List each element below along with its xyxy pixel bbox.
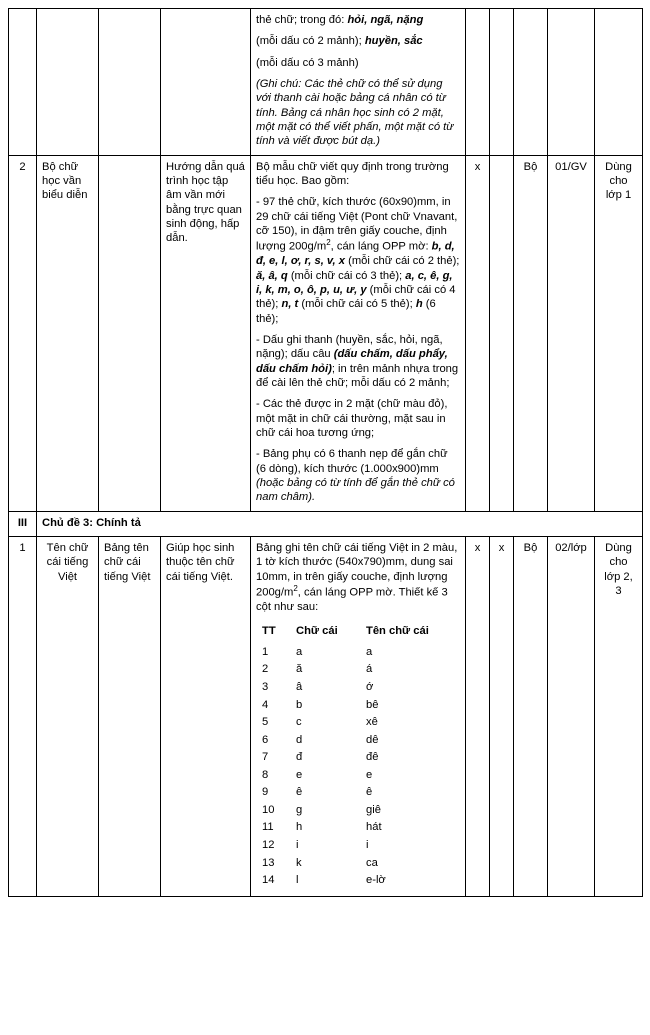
letters-cell-name: giê xyxy=(366,803,381,816)
letters-cell-tt: 4 xyxy=(262,698,269,711)
letters-cell-tt: 11 xyxy=(262,821,274,834)
letters-cell-tt: 8 xyxy=(262,768,269,781)
letters-cell-char: a xyxy=(296,645,303,658)
letters-cell-tt: 6 xyxy=(262,733,269,746)
letters-cell-tt: 13 xyxy=(262,856,275,869)
cell-mark-1: x xyxy=(466,536,490,896)
letters-row xyxy=(256,784,460,802)
letters-cell-char: k xyxy=(296,856,302,869)
letters-cell-tt: 5 xyxy=(262,716,269,729)
letters-table xyxy=(256,623,460,889)
letters-cell-char: i xyxy=(296,839,299,852)
letters-cell-name: xê xyxy=(366,716,378,729)
letters-row xyxy=(256,837,460,855)
letters-cell-name: e-lờ xyxy=(366,874,386,887)
letters-cell-tt: 14 xyxy=(262,874,275,887)
letters-cell-char: l xyxy=(296,874,299,887)
desc-paragraph: - Bảng phụ có 6 thanh nẹp để gắn chữ (6 dòng), kích thước (1.000x900)mm (hoặc bảng có từ tính để gắn thẻ chữ có nam châm). xyxy=(256,448,455,504)
letters-cell-name: bê xyxy=(366,698,379,711)
cell-description xyxy=(251,155,466,511)
letters-row xyxy=(256,697,460,715)
cell-section-number: III xyxy=(9,511,37,536)
table-row xyxy=(9,155,643,511)
table-row xyxy=(9,536,643,896)
desc-paragraph: - 97 thẻ chữ, kích thước (60x90)mm, in 29 chữ cái tiếng Việt (Pont chữ Vnavant, cỡ 150), in đậm trên giấy couche, định lượng $200g/m^2$, cán láng OPP mờ: b, d, đ, e, l, ơ, r, s, v, x (mỗi chữ cái có 2 thẻ); ă, â, q (mỗi chữ cái có 3 thẻ); a, c, ê, g, i, k, m, o, ô, p, u, ư, y (mỗi chữ cái có 4 thẻ); n, t (mỗi chữ cái có 5 thẻ); h (6 thẻ); xyxy=(256,196,460,325)
cell-section-title: Chủ đề 3: Chính tả xyxy=(37,511,643,536)
letters-cell-char: c xyxy=(296,716,302,729)
letters-row xyxy=(256,661,460,679)
cell-item xyxy=(99,155,161,511)
letters-row xyxy=(256,644,460,662)
cell-name: Tên chữ cái tiếng Việt xyxy=(37,536,99,896)
letters-cell-tt: 1 xyxy=(262,645,269,658)
letters-cell-name: a xyxy=(366,645,373,658)
letters-cell-char: b xyxy=(296,698,303,711)
cell-unit: Bộ xyxy=(514,536,548,896)
cell-mark-2: x xyxy=(490,536,514,896)
letters-cell-name: ca xyxy=(366,856,378,869)
letters-row xyxy=(256,679,460,697)
desc-paragraph: thẻ chữ; trong đó: hỏi, ngã, nặng xyxy=(256,14,424,26)
letters-cell-char: h xyxy=(296,821,303,834)
letters-cell-name: dê xyxy=(366,733,379,746)
cell-name: Bộ chữ học vần biểu diễn xyxy=(37,155,99,511)
cell-purpose: Hướng dẫn quá trình học tập âm vần mới bằng trực quan sinh động, hấp dẫn. xyxy=(161,155,251,511)
cell-number: 2 xyxy=(9,155,37,511)
desc-note: (Ghi chú: Các thẻ chữ có thể sử dụng với thanh cài hoặc bảng cá nhân có từ tính. Bảng cá nhân học sinh có 2 mặt, một mặt có thể viết phấn, một mặt có từ tính và viết được bút dạ.) xyxy=(256,77,454,148)
cell-mark-2 xyxy=(490,155,514,511)
cell-ratio xyxy=(548,9,595,156)
table-section-row xyxy=(9,511,643,536)
letters-cell-name: e xyxy=(366,768,373,781)
letters-header-charname: Tên chữ cái xyxy=(366,625,429,638)
letters-header-char: Chữ cái xyxy=(296,625,338,638)
letters-table-body xyxy=(256,644,460,890)
cell-mark-1 xyxy=(466,9,490,156)
letters-table-head xyxy=(256,623,460,644)
letters-row xyxy=(256,749,460,767)
letters-cell-tt: 2 xyxy=(262,663,269,676)
cell-purpose: Giúp học sinh thuộc tên chữ cái tiếng Việt. xyxy=(161,536,251,896)
letters-cell-char: ê xyxy=(296,786,303,799)
cell-note: Dùng cho lớp 1 xyxy=(595,155,643,511)
cell-name xyxy=(37,9,99,156)
letters-cell-tt: 10 xyxy=(262,803,275,816)
letters-row xyxy=(256,819,460,837)
letters-cell-char: d xyxy=(296,733,303,746)
equipment-table xyxy=(8,8,643,897)
desc-paragraph: - Dấu ghi thanh (huyền, sắc, hỏi, ngã, nặng); dấu câu (dấu chấm, dấu phẩy, dấu chấm hỏi); in trên mảnh nhựa trong để cài lên thẻ chữ; mỗi dấu có 2 mảnh; xyxy=(256,333,459,389)
desc-paragraph: (mỗi dấu có 3 mảnh) xyxy=(256,56,359,69)
table-body xyxy=(9,9,643,897)
cell-item xyxy=(99,9,161,156)
cell-note: Dùng cho lớp 2, 3 xyxy=(595,536,643,896)
letters-cell-name: hát xyxy=(366,821,382,834)
letters-cell-char: e xyxy=(296,768,303,781)
desc-paragraph: - Các thẻ được in 2 mặt (chữ màu đỏ), một mặt in chữ cái thường, mặt sau in chữ cái hoa tương ứng; xyxy=(256,398,448,439)
desc-paragraph: (mỗi dấu có 2 mảnh); huyền, sắc xyxy=(256,35,423,48)
letters-cell-name: i xyxy=(366,839,369,852)
letters-row xyxy=(256,802,460,820)
letters-header-tt: TT xyxy=(262,625,276,638)
letters-cell-tt: 7 xyxy=(262,751,269,764)
table-row xyxy=(9,9,643,156)
cell-purpose xyxy=(161,9,251,156)
letters-cell-tt: 12 xyxy=(262,839,275,852)
cell-mark-1: x xyxy=(466,155,490,511)
cell-unit: Bộ xyxy=(514,155,548,511)
letters-row xyxy=(256,872,460,890)
letters-cell-name: ớ xyxy=(366,680,374,693)
cell-description xyxy=(251,536,466,896)
cell-number: 1 xyxy=(9,536,37,896)
letters-cell-name: ê xyxy=(366,786,373,799)
letters-cell-char: g xyxy=(296,803,303,816)
desc-paragraph: Bảng ghi tên chữ cái tiếng Việt in 2 màu, 1 tờ kích thước (540x790)mm, dung sai 10mm, in trên giấy couche, định lượng $200g/m^2$, cán láng OPP mờ. Thiết kế 3 cột như sau: xyxy=(256,541,458,613)
letters-row xyxy=(256,714,460,732)
cell-note xyxy=(595,9,643,156)
letters-cell-char: ă xyxy=(296,663,303,676)
cell-unit xyxy=(514,9,548,156)
cell-number xyxy=(9,9,37,156)
cell-mark-2 xyxy=(490,9,514,156)
cell-description xyxy=(251,9,466,156)
letters-row xyxy=(256,767,460,785)
cell-ratio: 02/lớp xyxy=(548,536,595,896)
cell-ratio: 01/GV xyxy=(548,155,595,511)
letters-cell-tt: 3 xyxy=(262,680,269,693)
cell-item: Bảng tên chữ cái tiếng Việt xyxy=(99,536,161,896)
letters-cell-char: â xyxy=(296,680,303,693)
desc-paragraph: Bộ mẫu chữ viết quy định trong trường tiểu học. Bao gồm: xyxy=(256,160,449,187)
letters-row xyxy=(256,855,460,873)
letters-cell-name: á xyxy=(366,663,373,676)
letters-header-row xyxy=(256,623,460,644)
letters-cell-tt: 9 xyxy=(262,786,269,799)
letters-row xyxy=(256,732,460,750)
letters-cell-name: đê xyxy=(366,751,379,764)
letters-cell-char: đ xyxy=(296,751,303,764)
